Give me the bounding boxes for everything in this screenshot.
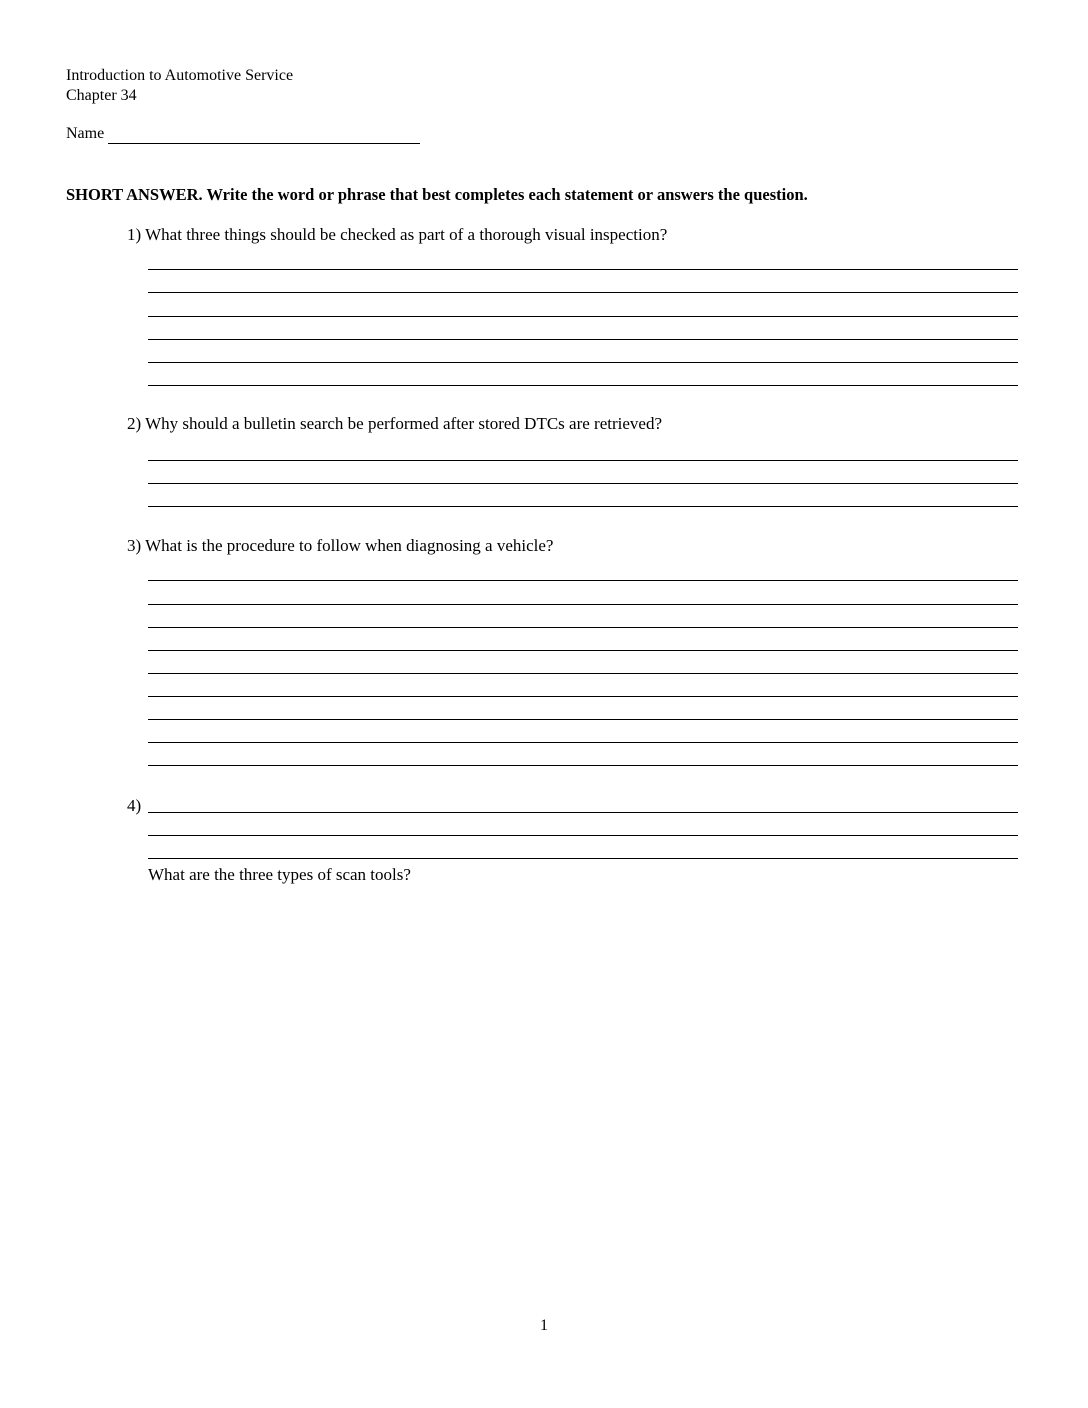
course-title: Introduction to Automotive Service (66, 67, 294, 84)
question-4-text: What are the three types of scan tools? (148, 865, 411, 884)
question-2 (127, 413, 662, 435)
name-field-line[interactable] (108, 143, 420, 144)
question-text: What three things should be checked as part of a thorough visual inspection? (145, 225, 668, 244)
section-instructions: SHORT ANSWER. Write the word or phrase that best completes each statement or answers the question. (66, 185, 808, 204)
question-text: Why should a bulletin search be performed after stored DTCs are retrieved? (145, 414, 662, 433)
answer-line[interactable] (148, 765, 1018, 766)
answer-line[interactable] (148, 719, 1018, 720)
answer-line[interactable] (148, 460, 1018, 461)
question-4-number: 4) (127, 796, 142, 815)
answer-line[interactable] (148, 650, 1018, 651)
answer-line[interactable] (148, 858, 1018, 859)
answer-line[interactable] (148, 742, 1018, 743)
answer-line[interactable] (148, 835, 1018, 836)
answer-line[interactable] (148, 580, 1018, 581)
question-text: What is the procedure to follow when diagnosing a vehicle? (145, 536, 554, 555)
answer-line[interactable] (148, 269, 1018, 270)
answer-line[interactable] (148, 362, 1018, 363)
page-number: 1 (540, 1317, 548, 1334)
answer-line[interactable] (148, 696, 1018, 697)
answer-line[interactable] (148, 673, 1018, 674)
answer-line[interactable] (148, 812, 1018, 813)
chapter-label: Chapter 34 (66, 87, 137, 104)
answer-line[interactable] (148, 506, 1018, 507)
question-3 (127, 535, 553, 557)
answer-line[interactable] (148, 627, 1018, 628)
answer-line[interactable] (148, 483, 1018, 484)
question-1 (127, 224, 667, 246)
answer-line[interactable] (148, 316, 1018, 317)
question-number: 1) (127, 225, 142, 244)
question-number: 3) (127, 536, 142, 555)
name-label: Name (66, 125, 105, 142)
answer-line[interactable] (148, 385, 1018, 386)
answer-line[interactable] (148, 604, 1018, 605)
question-number: 2) (127, 414, 142, 433)
answer-line[interactable] (148, 339, 1018, 340)
answer-line[interactable] (148, 292, 1018, 293)
